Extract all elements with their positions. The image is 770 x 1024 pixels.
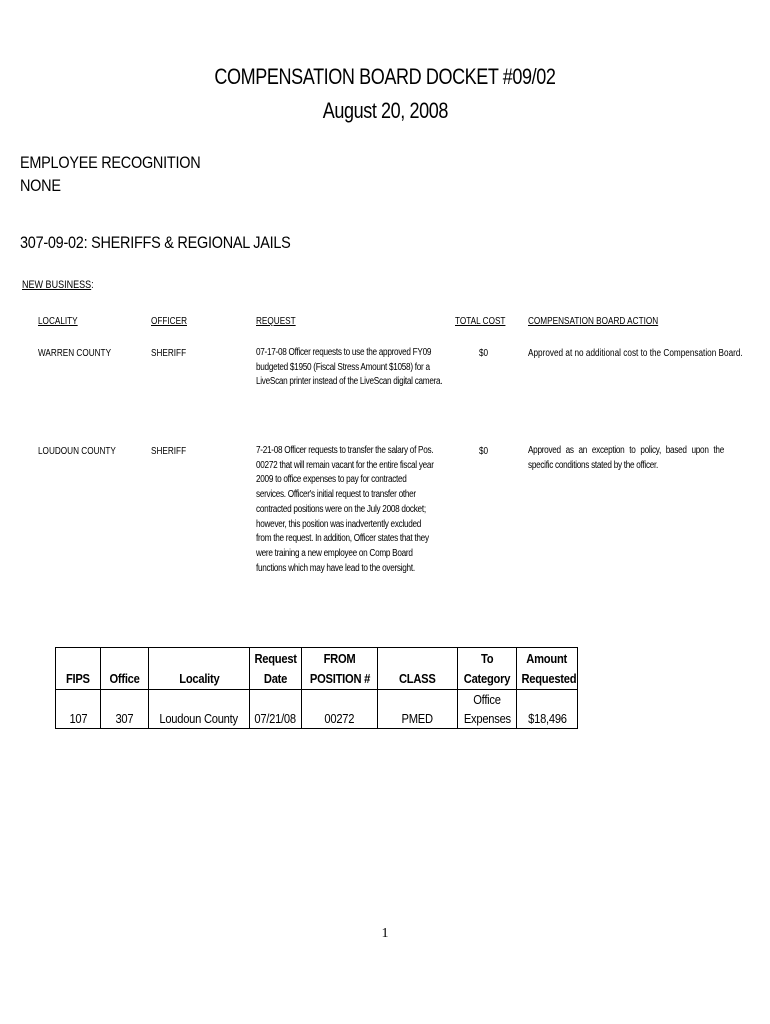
- recognition-heading: EMPLOYEE RECOGNITION: [20, 153, 201, 172]
- th-from-position: FROM POSITION #: [302, 648, 378, 690]
- page-title: COMPENSATION BOARD DOCKET #09/02: [214, 64, 556, 89]
- th-amount-requested: Amount Requested: [517, 648, 578, 690]
- recognition-value: NONE: [20, 176, 61, 195]
- row2-officer: SHERIFF: [151, 446, 187, 457]
- td-class: PMED: [378, 690, 458, 729]
- page-number: 1: [381, 926, 389, 941]
- th-locality: Locality: [149, 648, 250, 690]
- td-fips: 107: [56, 690, 101, 729]
- col-header-action: COMPENSATION BOARD ACTION: [528, 316, 659, 327]
- th-to-category: To Category: [458, 648, 517, 690]
- section-heading: 307-09-02: SHERIFFS & REGIONAL JAILS: [20, 233, 291, 252]
- td-request-date: 07/21/08: [250, 690, 302, 729]
- col-header-total-cost: TOTAL COST: [455, 316, 506, 327]
- td-locality: Loudoun County: [149, 690, 250, 729]
- td-office: 307: [101, 690, 149, 729]
- fips-table-header-row: [56, 648, 578, 690]
- row2-total-cost: $0: [479, 446, 489, 457]
- row1-officer: SHERIFF: [151, 348, 187, 359]
- docket-date: August 20, 2008: [322, 98, 448, 123]
- td-amount: $18,496: [517, 690, 578, 729]
- row2-locality: LOUDOUN COUNTY: [38, 446, 116, 457]
- row1-locality: WARREN COUNTY: [38, 348, 112, 359]
- col-header-request: REQUEST: [256, 316, 296, 327]
- td-from-position: 00272: [302, 690, 378, 729]
- new-business-label: NEW BUSINESS:: [22, 279, 94, 291]
- row2-request: 7-21-08 Officer requests to transfer the salary of Pos. 00272 that will remain vacant for the entire fiscal year 2009 to office expenses to pay for contracted services. Officer's initial request to transfer other contracted positions were on the July 2008 docket; however, this position was inadvertently excluded from the request. In addition, Officer states that they were training a new employee on Comp Board functions which may have lead to the oversight.: [256, 445, 434, 574]
- col-header-locality: LOCALITY: [38, 316, 78, 327]
- th-fips: FIPS: [56, 648, 101, 690]
- fips-table: [55, 647, 578, 729]
- table-row: [56, 690, 578, 729]
- th-request-date: Request Date: [250, 648, 302, 690]
- th-office: Office: [101, 648, 149, 690]
- row1-total-cost: $0: [479, 348, 489, 359]
- row1-action: Approved at no additional cost to the Compensation Board.: [528, 348, 743, 359]
- row2-action: Approved as an exception to policy, based upon the specific conditions stated by the officer.: [528, 445, 724, 471]
- td-to-category: Office Expenses: [458, 690, 517, 729]
- col-header-officer: OFFICER: [151, 316, 187, 327]
- th-class: CLASS: [378, 648, 458, 690]
- row1-request: 07-17-08 Officer requests to use the approved FY09 budgeted $1950 (Fiscal Stress Amount $1058) for a LiveScan printer instead of the LiveScan digital camera.: [256, 347, 443, 388]
